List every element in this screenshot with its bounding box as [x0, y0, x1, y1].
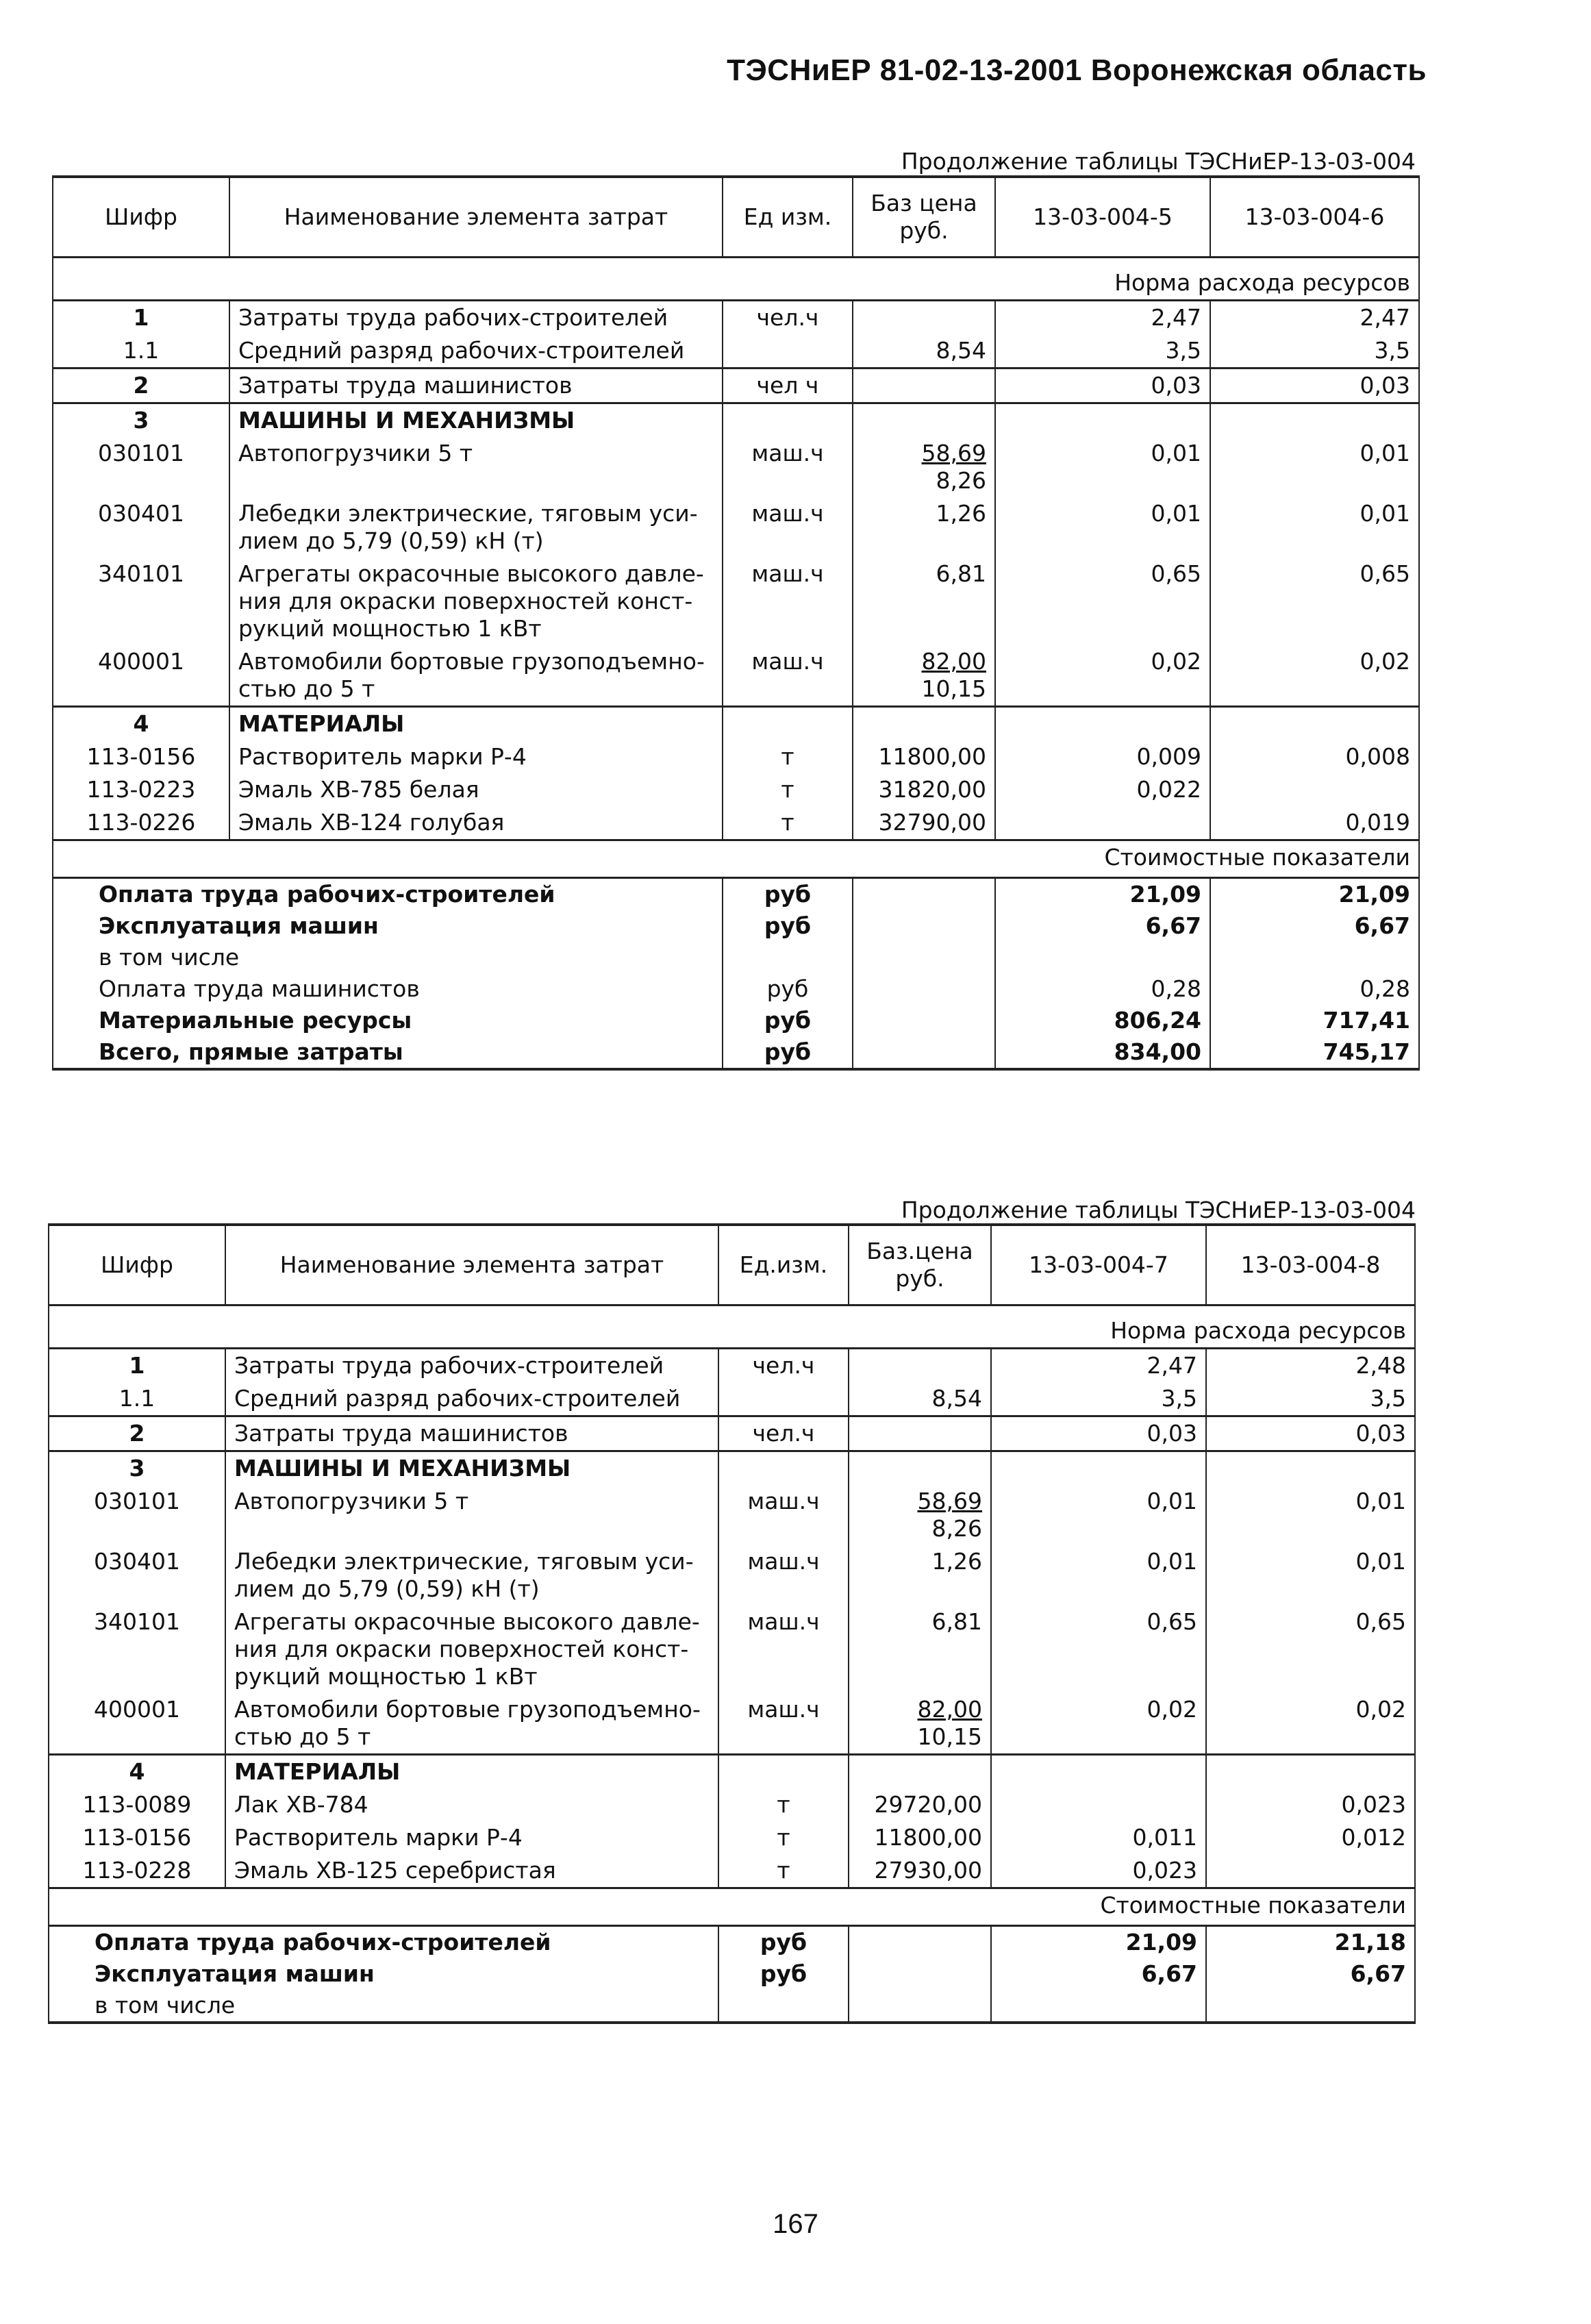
- row-norm-1: 2,47: [991, 1349, 1206, 1383]
- row-name: Автопогрузчики 5 т: [229, 437, 723, 497]
- row-norm-1: 0,023: [991, 1854, 1206, 1888]
- table1-continuation-caption: Продолжение таблицы ТЭСНиЕР-13-03-004: [901, 148, 1416, 175]
- row-norm-2: 0,012: [1206, 1821, 1415, 1854]
- base-price-value: 27930,00: [874, 1857, 982, 1884]
- base-price-value: 1,26: [931, 1548, 982, 1575]
- row-code: 030401: [53, 497, 229, 558]
- summary-unit: руб: [723, 1036, 853, 1069]
- table-row: [49, 1755, 1415, 1789]
- row-norm-1: 0,02: [995, 645, 1210, 707]
- table-row: [53, 707, 1419, 741]
- table-header-row: [49, 1225, 1415, 1305]
- base-price-value: 32790,00: [878, 809, 986, 836]
- row-name: Эмаль ХВ-125 серебристая: [225, 1854, 718, 1888]
- summary-value-1: 21,09: [991, 1926, 1206, 1959]
- row-name: Лак ХВ-784: [225, 1788, 718, 1821]
- row-norm-1: [991, 1788, 1206, 1821]
- summary-row: [53, 942, 1419, 973]
- summary-unit: руб: [723, 1005, 853, 1036]
- row-unit: [723, 707, 853, 741]
- row-base-price: [853, 301, 995, 335]
- row-norm-1: 0,03: [991, 1416, 1206, 1451]
- row-code: 4: [53, 707, 229, 741]
- summary-unit: руб: [723, 910, 853, 942]
- row-norm-2: 0,01: [1206, 1545, 1415, 1605]
- row-name: Эмаль ХВ-785 белая: [229, 773, 723, 806]
- row-code: 1: [53, 301, 229, 335]
- row-code: 030401: [49, 1545, 225, 1605]
- summary-value-2: 745,17: [1210, 1036, 1419, 1069]
- column-header-base-price: Баз.цена руб.: [849, 1225, 991, 1305]
- row-unit: т: [723, 740, 853, 773]
- summary-value-1: 0,28: [995, 973, 1210, 1005]
- table-row: [49, 1485, 1415, 1545]
- column-header-norm-1: 13-03-004-5: [995, 177, 1210, 258]
- row-name: Агрегаты окрасочные высокого давле-ния для окраски поверхностей конст-рукций мощностью 1 кВт: [225, 1605, 718, 1693]
- summary-label: Оплата труда рабочих-строителей: [49, 1926, 718, 1959]
- summary-value-2: [1210, 942, 1419, 973]
- row-base-price: [853, 334, 995, 368]
- row-code: 113-0226: [53, 806, 229, 840]
- table-row: [49, 1693, 1415, 1755]
- row-norm-2: 2,48: [1206, 1349, 1415, 1383]
- row-norm-2: 0,65: [1206, 1605, 1415, 1693]
- row-unit: маш.ч: [723, 497, 853, 558]
- summary-label: Материальные ресурсы: [53, 1005, 723, 1036]
- row-unit: [723, 334, 853, 368]
- row-code: 3: [49, 1451, 225, 1486]
- machinist-wage-value: 10,15: [921, 675, 986, 702]
- summary-value-1: 6,67: [995, 910, 1210, 942]
- summary-value-2: 717,41: [1210, 1005, 1419, 1036]
- row-base-price: [849, 1605, 991, 1693]
- summary-empty: [853, 878, 995, 911]
- norm-label: Норма расхода ресурсов: [49, 1305, 1415, 1349]
- summary-unit: руб: [723, 973, 853, 1005]
- row-code: 2: [53, 368, 229, 403]
- norm-label-row: [49, 1305, 1415, 1349]
- row-base-price: [853, 806, 995, 840]
- row-base-price: [853, 773, 995, 806]
- row-base-price: [853, 707, 995, 741]
- row-base-price: [849, 1693, 991, 1755]
- row-unit: [723, 403, 853, 438]
- table-row: [53, 645, 1419, 707]
- summary-row: [53, 973, 1419, 1005]
- row-norm-1: [995, 707, 1210, 741]
- column-header-name: Наименование элемента затрат: [229, 177, 723, 258]
- row-code: 113-0156: [49, 1821, 225, 1854]
- norm-label-row: [53, 258, 1419, 301]
- base-price-value: 58,69: [917, 1488, 982, 1514]
- base-price-value: 58,69: [921, 440, 986, 466]
- row-code: 030101: [53, 437, 229, 497]
- base-price-value: 29720,00: [874, 1791, 982, 1818]
- row-unit: чел.ч: [718, 1349, 849, 1383]
- row-unit: т: [723, 806, 853, 840]
- row-name: Автомобили бортовые грузоподъемно-стью до 5 т: [229, 645, 723, 707]
- row-base-price: [849, 1788, 991, 1821]
- row-name: Автопогрузчики 5 т: [225, 1485, 718, 1545]
- table-row: [49, 1854, 1415, 1888]
- cost-label: Стоимостные показатели: [53, 840, 1419, 878]
- row-norm-2: 0,01: [1210, 437, 1419, 497]
- row-norm-1: 3,5: [995, 334, 1210, 368]
- column-header-norm-1: 13-03-004-7: [991, 1225, 1206, 1305]
- row-base-price: [853, 403, 995, 438]
- row-norm-1: [991, 1755, 1206, 1789]
- row-base-price: [849, 1349, 991, 1383]
- summary-value-2: 21,09: [1210, 878, 1419, 911]
- summary-label: в том числе: [53, 942, 723, 973]
- row-base-price: [849, 1755, 991, 1789]
- row-base-price: [849, 1545, 991, 1605]
- row-base-price: [853, 368, 995, 403]
- summary-value-1: [995, 942, 1210, 973]
- row-base-price: [849, 1854, 991, 1888]
- row-unit: маш.ч: [718, 1485, 849, 1545]
- row-code: 113-0223: [53, 773, 229, 806]
- row-unit: чел.ч: [718, 1416, 849, 1451]
- row-name: Затраты труда рабочих-строителей: [225, 1349, 718, 1383]
- cost-label-row: [53, 840, 1419, 878]
- summary-value-2: 6,67: [1206, 1958, 1415, 1990]
- row-code: 1.1: [53, 334, 229, 368]
- summary-empty: [853, 973, 995, 1005]
- summary-row: [53, 910, 1419, 942]
- row-code: 2: [49, 1416, 225, 1451]
- page-number: 167: [773, 2209, 818, 2239]
- resource-norms-table-1: [52, 175, 1420, 1071]
- row-norm-2: [1210, 773, 1419, 806]
- row-name: МАШИНЫ И МЕХАНИЗМЫ: [225, 1451, 718, 1486]
- row-unit: маш.ч: [718, 1693, 849, 1755]
- row-unit: т: [718, 1788, 849, 1821]
- summary-value-2: [1206, 1990, 1415, 2023]
- table-row: [53, 558, 1419, 645]
- summary-row: [49, 1958, 1415, 1990]
- table-row: [49, 1451, 1415, 1486]
- row-base-price: [849, 1451, 991, 1486]
- summary-unit: руб: [718, 1926, 849, 1959]
- row-norm-2: 0,023: [1206, 1788, 1415, 1821]
- row-name: Лебедки электрические, тяговым уси-лием до 5,79 (0,59) кН (т): [229, 497, 723, 558]
- row-name: МАТЕРИАЛЫ: [229, 707, 723, 741]
- norm-label: Норма расхода ресурсов: [53, 258, 1419, 301]
- row-norm-2: 0,03: [1206, 1416, 1415, 1451]
- machinist-wage-value: 10,15: [917, 1723, 982, 1750]
- row-norm-1: 3,5: [991, 1382, 1206, 1416]
- table-row: [53, 806, 1419, 840]
- row-code: 340101: [53, 558, 229, 645]
- summary-empty: [853, 1036, 995, 1069]
- row-norm-2: 0,01: [1206, 1485, 1415, 1545]
- table-row: [49, 1545, 1415, 1605]
- row-norm-1: 0,01: [995, 497, 1210, 558]
- row-norm-2: 0,01: [1210, 497, 1419, 558]
- base-price-value: 11800,00: [878, 743, 986, 770]
- row-norm-1: [991, 1451, 1206, 1486]
- row-name: Затраты труда машинистов: [225, 1416, 718, 1451]
- summary-empty: [849, 1990, 991, 2023]
- column-header-base-price: Баз цена руб.: [853, 177, 995, 258]
- row-unit: маш.ч: [718, 1545, 849, 1605]
- row-norm-2: [1210, 707, 1419, 741]
- row-unit: [718, 1755, 849, 1789]
- base-price-value: 8,54: [936, 337, 986, 364]
- row-code: 400001: [49, 1693, 225, 1755]
- table-row: [49, 1821, 1415, 1854]
- row-code: 340101: [49, 1605, 225, 1693]
- row-base-price: [853, 558, 995, 645]
- row-norm-2: [1206, 1854, 1415, 1888]
- summary-value-1: 6,67: [991, 1958, 1206, 1990]
- row-name: МАТЕРИАЛЫ: [225, 1755, 718, 1789]
- summary-label: Оплата труда рабочих-строителей: [53, 878, 723, 911]
- row-code: 3: [53, 403, 229, 438]
- row-unit: [718, 1451, 849, 1486]
- row-code: 113-0156: [53, 740, 229, 773]
- column-header-unit: Ед изм.: [723, 177, 853, 258]
- row-base-price: [849, 1821, 991, 1854]
- row-norm-2: [1206, 1451, 1415, 1486]
- row-code: 113-0228: [49, 1854, 225, 1888]
- row-name: Автомобили бортовые грузоподъемно-стью до 5 т: [225, 1693, 718, 1755]
- base-price-value: 1,26: [936, 500, 986, 527]
- row-unit: чел ч: [723, 368, 853, 403]
- row-unit: маш.ч: [723, 558, 853, 645]
- row-norm-2: 0,008: [1210, 740, 1419, 773]
- table-row: [53, 437, 1419, 497]
- summary-unit: руб: [723, 878, 853, 911]
- row-name: Агрегаты окрасочные высокого давле-ния для окраски поверхностей конст-рукций мощностью 1 кВт: [229, 558, 723, 645]
- summary-label: в том числе: [49, 1990, 718, 2023]
- row-norm-1: 0,011: [991, 1821, 1206, 1854]
- summary-label: Всего, прямые затраты: [53, 1036, 723, 1069]
- summary-empty: [853, 942, 995, 973]
- row-name: Растворитель марки Р-4: [225, 1821, 718, 1854]
- base-price-value: 6,81: [936, 560, 986, 587]
- row-base-price: [853, 497, 995, 558]
- row-code: 113-0089: [49, 1788, 225, 1821]
- table-row: [49, 1382, 1415, 1416]
- row-name: Растворитель марки Р-4: [229, 740, 723, 773]
- table-row: [49, 1788, 1415, 1821]
- row-norm-2: [1210, 403, 1419, 438]
- row-code: 400001: [53, 645, 229, 707]
- table-row: [53, 301, 1419, 335]
- row-norm-1: 0,022: [995, 773, 1210, 806]
- row-base-price: [849, 1485, 991, 1545]
- row-norm-1: 0,009: [995, 740, 1210, 773]
- summary-row: [53, 1036, 1419, 1069]
- row-code: 1.1: [49, 1382, 225, 1416]
- column-header-unit: Ед.изм.: [718, 1225, 849, 1305]
- summary-empty: [849, 1958, 991, 1990]
- column-header-norm-2: 13-03-004-8: [1206, 1225, 1415, 1305]
- table-row: [49, 1605, 1415, 1693]
- summary-row: [53, 1005, 1419, 1036]
- row-norm-2: 2,47: [1210, 301, 1419, 335]
- column-header-name: Наименование элемента затрат: [225, 1225, 718, 1305]
- summary-label: Оплата труда машинистов: [53, 973, 723, 1005]
- row-norm-1: [995, 403, 1210, 438]
- row-norm-1: 0,01: [991, 1545, 1206, 1605]
- row-name: Лебедки электрические, тяговым уси-лием до 5,79 (0,59) кН (т): [225, 1545, 718, 1605]
- row-norm-2: 3,5: [1206, 1382, 1415, 1416]
- summary-value-1: 21,09: [995, 878, 1210, 911]
- table-header-row: [53, 177, 1419, 258]
- summary-empty: [849, 1926, 991, 1959]
- row-unit: т: [723, 773, 853, 806]
- row-norm-1: 0,65: [995, 558, 1210, 645]
- row-base-price: [853, 740, 995, 773]
- summary-value-2: 6,67: [1210, 910, 1419, 942]
- row-norm-1: 0,02: [991, 1693, 1206, 1755]
- row-base-price: [853, 437, 995, 497]
- base-price-value: 11800,00: [874, 1824, 982, 1851]
- row-norm-2: 3,5: [1210, 334, 1419, 368]
- row-name: МАШИНЫ И МЕХАНИЗМЫ: [229, 403, 723, 438]
- table-row: [53, 368, 1419, 403]
- row-norm-1: 2,47: [995, 301, 1210, 335]
- resource-norms-table-2: [48, 1223, 1416, 2024]
- table-row: [53, 334, 1419, 368]
- table2-continuation-caption: Продолжение таблицы ТЭСНиЕР-13-03-004: [901, 1197, 1416, 1223]
- row-name: Средний разряд рабочих-строителей: [229, 334, 723, 368]
- row-name: Затраты труда машинистов: [229, 368, 723, 403]
- summary-unit: [723, 942, 853, 973]
- summary-value-2: 21,18: [1206, 1926, 1415, 1959]
- page-header-title: ТЭСНиЕР 81-02-13-2001 Воронежская область: [727, 53, 1427, 87]
- row-unit: маш.ч: [723, 437, 853, 497]
- summary-value-1: 834,00: [995, 1036, 1210, 1069]
- summary-row: [49, 1990, 1415, 2023]
- row-name: Затраты труда рабочих-строителей: [229, 301, 723, 335]
- base-price-value: 82,00: [917, 1696, 982, 1723]
- summary-unit: руб: [718, 1958, 849, 1990]
- machinist-wage-value: 8,26: [931, 1515, 982, 1542]
- row-name: Эмаль ХВ-124 голубая: [229, 806, 723, 840]
- row-unit: маш.ч: [723, 645, 853, 707]
- machinist-wage-value: 8,26: [936, 467, 986, 494]
- table-row: [49, 1416, 1415, 1451]
- row-unit: т: [718, 1854, 849, 1888]
- row-norm-2: [1206, 1755, 1415, 1789]
- column-header-norm-2: 13-03-004-6: [1210, 177, 1419, 258]
- column-header-code: Шифр: [53, 177, 229, 258]
- summary-row: [49, 1926, 1415, 1959]
- row-norm-1: [995, 806, 1210, 840]
- summary-empty: [853, 910, 995, 942]
- table-row: [53, 773, 1419, 806]
- summary-row: [53, 878, 1419, 911]
- row-unit: т: [718, 1821, 849, 1854]
- table-row: [53, 403, 1419, 438]
- base-price-value: 6,81: [931, 1608, 982, 1635]
- row-norm-1: 0,03: [995, 368, 1210, 403]
- table-row: [49, 1349, 1415, 1383]
- column-header-code: Шифр: [49, 1225, 225, 1305]
- row-code: 4: [49, 1755, 225, 1789]
- row-norm-2: 0,019: [1210, 806, 1419, 840]
- summary-label: Эксплуатация машин: [53, 910, 723, 942]
- row-name: Средний разряд рабочих-строителей: [225, 1382, 718, 1416]
- row-norm-1: 0,01: [991, 1485, 1206, 1545]
- row-base-price: [853, 645, 995, 707]
- summary-empty: [853, 1005, 995, 1036]
- row-unit: чел.ч: [723, 301, 853, 335]
- row-base-price: [849, 1382, 991, 1416]
- cost-label: Стоимостные показатели: [49, 1888, 1415, 1926]
- row-norm-1: 0,65: [991, 1605, 1206, 1693]
- row-code: 1: [49, 1349, 225, 1383]
- cost-label-row: [49, 1888, 1415, 1926]
- row-unit: [718, 1382, 849, 1416]
- table-row: [53, 740, 1419, 773]
- row-norm-2: 0,03: [1210, 368, 1419, 403]
- row-code: 030101: [49, 1485, 225, 1545]
- row-norm-2: 0,02: [1206, 1693, 1415, 1755]
- row-base-price: [849, 1416, 991, 1451]
- summary-value-1: [991, 1990, 1206, 2023]
- base-price-value: 8,54: [931, 1385, 982, 1412]
- row-norm-2: 0,02: [1210, 645, 1419, 707]
- summary-value-2: 0,28: [1210, 973, 1419, 1005]
- table-row: [53, 497, 1419, 558]
- base-price-value: 82,00: [921, 648, 986, 675]
- summary-label: Эксплуатация машин: [49, 1958, 718, 1990]
- row-unit: маш.ч: [718, 1605, 849, 1693]
- summary-unit: [718, 1990, 849, 2023]
- summary-value-1: 806,24: [995, 1005, 1210, 1036]
- base-price-value: 31820,00: [878, 776, 986, 803]
- row-norm-2: 0,65: [1210, 558, 1419, 645]
- row-norm-1: 0,01: [995, 437, 1210, 497]
